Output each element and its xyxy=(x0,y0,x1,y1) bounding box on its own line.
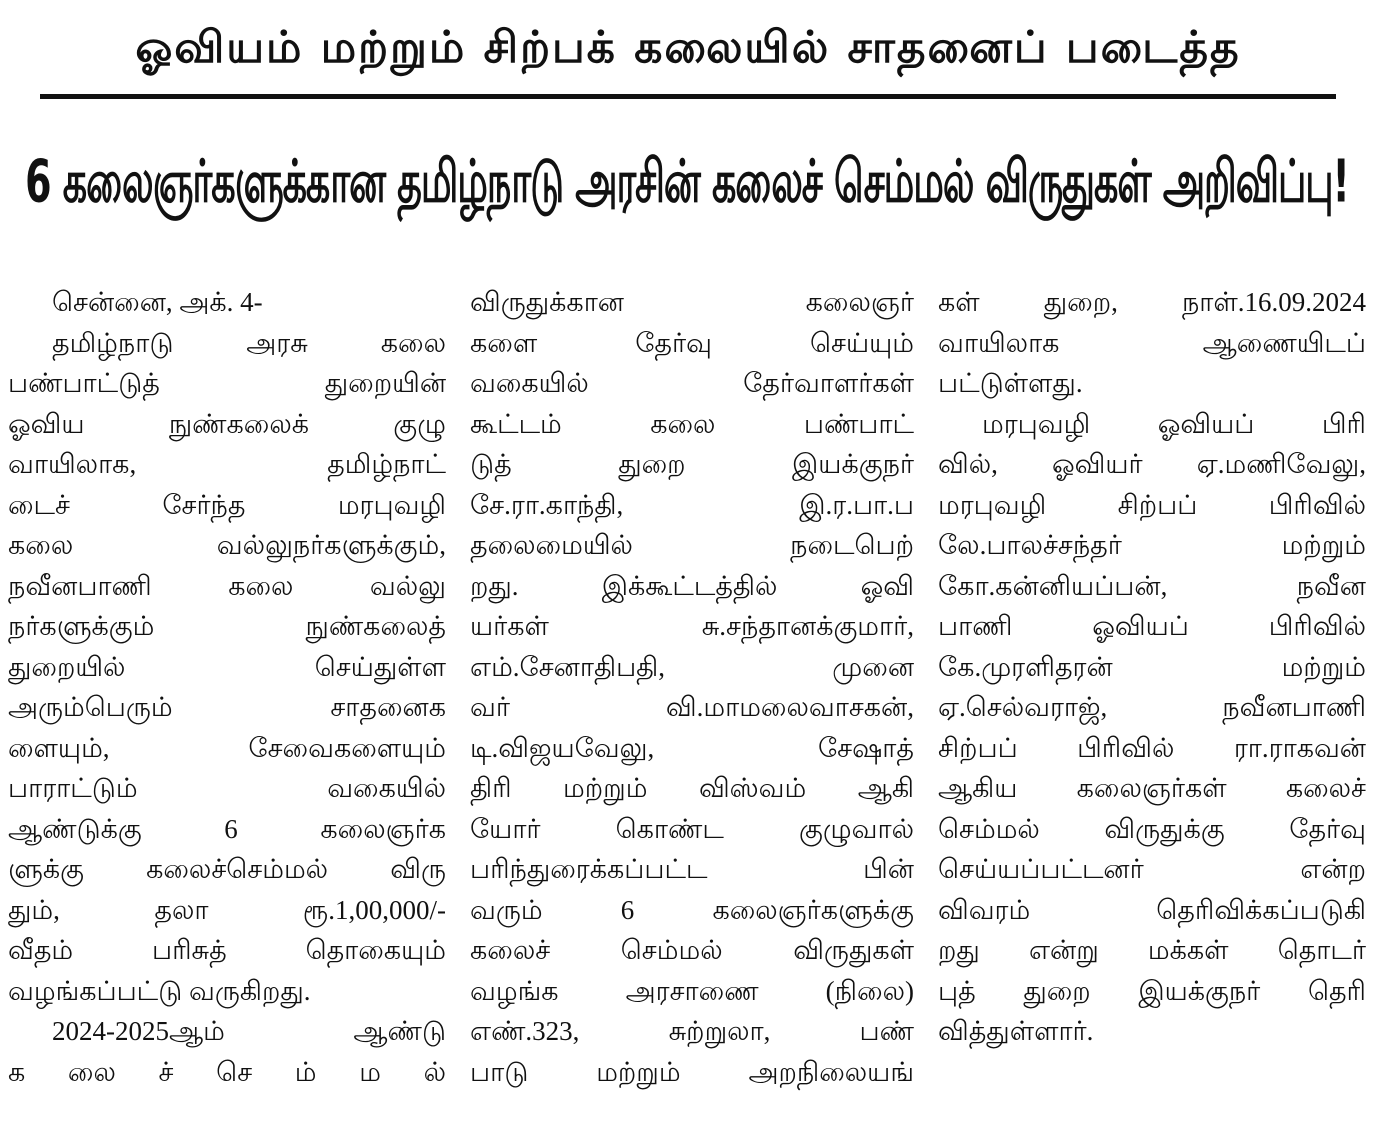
column-2-line: பாடு மற்றும் அறநிலையங் xyxy=(470,1056,914,1087)
column-3-line: மரபுவழி ஓவியப் பிரி xyxy=(982,408,1366,439)
column-2-line: பரிந்துரைக்கப்பட்ட பின் xyxy=(470,854,914,884)
column-1-line: டைச் சேர்ந்த மரபுவழி xyxy=(8,489,446,520)
column-1-line: வீதம் பரிசுத் தொகையும் xyxy=(8,935,446,965)
column-1-line: நவீனபாணி கலை வல்லு xyxy=(8,570,446,601)
column-2-line: களை தேர்வு செய்யும் xyxy=(470,327,914,358)
column-3-line: பட்டுள்ளது. xyxy=(938,368,1083,398)
column-3-line: செம்மல் விருதுக்கு தேர்வு xyxy=(938,813,1366,844)
column-3-line: வித்துள்ளார். xyxy=(938,1016,1094,1046)
article-headline-text: 6 கலைஞர்களுக்கான தமிழ்நாடு அரசின் கலைச் செம்மல் விருதுகள் அறிவிப்பு! xyxy=(25,147,1349,216)
column-1-line: பண்பாட்டுத் துறையின் xyxy=(8,368,446,398)
column-1-line: துறையில் செய்துள்ள xyxy=(8,651,446,682)
column-2-line: எண்.323, சுற்றுலா, பண் xyxy=(470,1016,914,1046)
column-3-line: லே.பாலச்சந்தர் மற்றும் xyxy=(938,530,1366,560)
column-3-line: வாயிலாக ஆணையிடப் xyxy=(938,327,1366,358)
article-kicker-text: ஓவியம் மற்றும் சிற்பக் கலையில் சாதனைப் படைத்த xyxy=(135,21,1241,73)
column-2-line: றது. இக்கூட்டத்தில் ஓவி xyxy=(470,570,914,601)
column-1-line: ளையும், சேவைகளையும் xyxy=(8,732,446,763)
column-1-line: அரும்பெரும் சாதனைக xyxy=(8,692,446,722)
column-1-line: கலை வல்லுநர்களுக்கும், xyxy=(8,530,446,560)
column-3-line: வில், ஓவியர் ஏ.மணிவேலு, xyxy=(938,449,1366,479)
column-3-line: ஆகிய கலைஞர்கள் கலைச் xyxy=(938,773,1366,803)
column-3-line: புத் துறை இயக்குநர் தெரி xyxy=(938,975,1366,1006)
column-1-line: பாராட்டும் வகையில் xyxy=(8,773,446,803)
column-1-line: தும், தலா ரூ.1,00,000/- xyxy=(8,894,446,925)
article-column-2 xyxy=(470,282,914,1122)
column-2-line: சே.ரா.காந்தி, இ.ர.பா.ப xyxy=(470,489,914,520)
column-2-line: வர் வி.மாமலைவாசகன், xyxy=(470,692,914,722)
column-1-line: 2024-2025ஆம் ஆண்டு xyxy=(52,1016,446,1046)
article-headline xyxy=(0,65,1374,307)
column-2-line: யோர் கொண்ட குழுவால் xyxy=(470,813,914,844)
column-1-line: சென்னை, அக். 4- xyxy=(52,287,263,317)
article-body xyxy=(8,282,1368,1122)
column-1-line: நர்களுக்கும் நுண்கலைத் xyxy=(8,611,446,641)
column-2-line: டுத் துறை இயக்குநர் xyxy=(470,449,914,479)
column-1-line: தமிழ்நாடு அரசு கலை xyxy=(52,327,446,358)
column-3-line: சிற்பப் பிரிவில் ரா.ராகவன் xyxy=(938,732,1366,763)
column-2-line: திரி மற்றும் விஸ்வம் ஆகி xyxy=(470,773,914,803)
column-2-line: வகையில் தேர்வாளர்கள் xyxy=(470,368,914,398)
column-1-line: க லை ச் செ ம் ம ல் xyxy=(8,1056,446,1087)
column-3-line: பாணி ஓவியப் பிரிவில் xyxy=(938,611,1366,641)
column-3-line: கோ.கன்னியப்பன், நவீன xyxy=(938,570,1366,601)
column-3-line: ஏ.செல்வராஜ், நவீனபாணி xyxy=(938,692,1366,722)
column-2-line: கலைச் செம்மல் விருதுகள் xyxy=(470,935,914,965)
column-2-line: விருதுக்கான கலைஞர் xyxy=(470,287,914,317)
column-2-line: தலைமையில் நடைபெற் xyxy=(470,530,914,560)
column-2-line: யர்கள் சு.சந்தானக்குமார், xyxy=(470,611,914,641)
column-3-line: கள் துறை, நாள்.16.09.2024 xyxy=(938,287,1366,317)
column-2-line: வழங்க அரசாணை (நிலை) xyxy=(470,975,914,1006)
article-column-1 xyxy=(8,282,446,1122)
column-3-line: கே.முரளிதரன் மற்றும் xyxy=(938,651,1366,682)
column-3-line: விவரம் தெரிவிக்கப்படுகி xyxy=(938,894,1366,925)
column-3-line: மரபுவழி சிற்பப் பிரிவில் xyxy=(938,489,1366,520)
column-3-line: செய்யப்பட்டனர் என்ற xyxy=(938,854,1366,884)
column-1-line: ஆண்டுக்கு 6 கலைஞர்க xyxy=(8,813,446,844)
column-1-line: வழங்கப்பட்டு வருகிறது. xyxy=(8,975,311,1006)
column-2-line: டி.விஜயவேலு, சேஷாத் xyxy=(470,732,914,763)
column-1-line: ஓவிய நுண்கலைக் குழு xyxy=(8,408,446,439)
column-2-line: எம்.சேனாதிபதி, முனை xyxy=(470,651,914,682)
article-column-3 xyxy=(938,282,1366,1122)
column-2-line: வரும் 6 கலைஞர்களுக்கு xyxy=(470,894,914,925)
column-2-line: கூட்டம் கலை பண்பாட் xyxy=(470,408,914,439)
column-1-line: ளுக்கு கலைச்செம்மல் விரு xyxy=(8,854,446,884)
column-1-line: வாயிலாக, தமிழ்நாட் xyxy=(8,449,446,479)
column-3-line: றது என்று மக்கள் தொடர் xyxy=(938,935,1366,965)
